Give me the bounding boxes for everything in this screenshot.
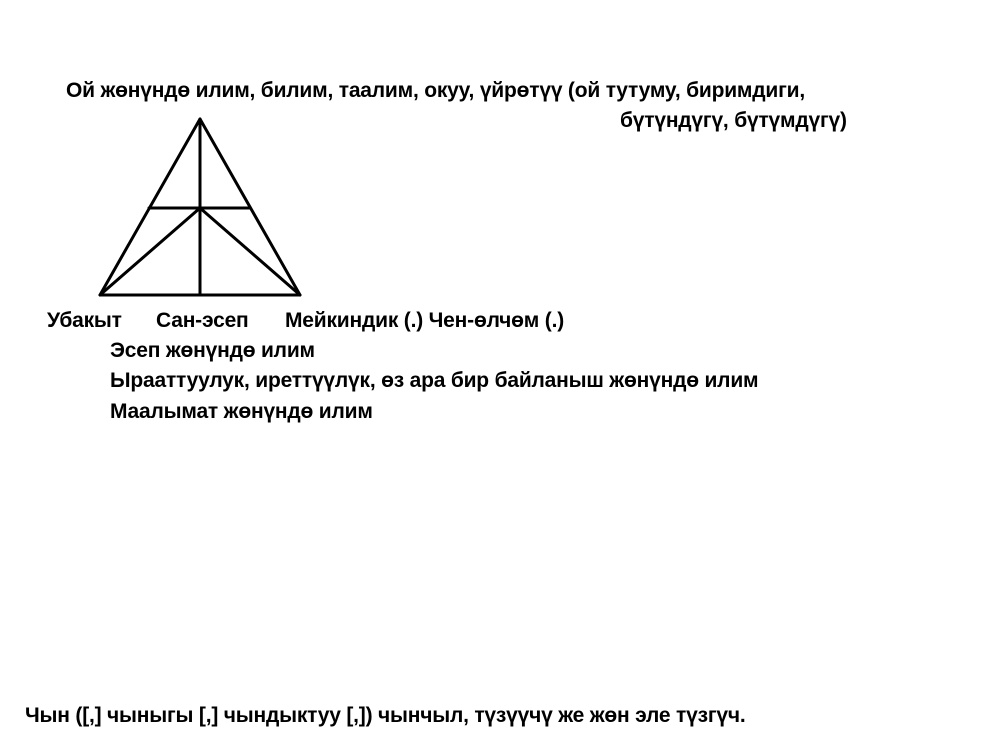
vertex-label-time: Убакыт (47, 309, 122, 332)
heading-line-1: Ой жөнүндө илим, билим, таалим, окуу, үйрөтүү (ой тутуму, биримдиги, (66, 79, 805, 102)
footer-text: Чын ([,] чыныгы [,] чындыктуу [,]) чынчыл, түзүүчү же жөн эле түзгүч. (25, 704, 746, 727)
heading-line-2: бүтүндүгү, бүтүмдүгү) (620, 109, 847, 132)
triangle-right-diagonal (200, 208, 300, 295)
triangle-diagram (90, 110, 312, 304)
vertex-label-number: Сан-эсеп (156, 309, 249, 332)
vertex-label-space: Мейкиндик (.) Чен-өлчөм (.) (285, 309, 564, 332)
science-item: Эсеп жөнүндө илим (110, 339, 315, 362)
science-item: Маалымат жөнүндө илим (110, 400, 373, 423)
science-item: Ырааттуулук, иреттүүлүк, өз ара бир байланыш жөнүндө илим (110, 369, 759, 392)
triangle-left-diagonal (100, 208, 200, 295)
